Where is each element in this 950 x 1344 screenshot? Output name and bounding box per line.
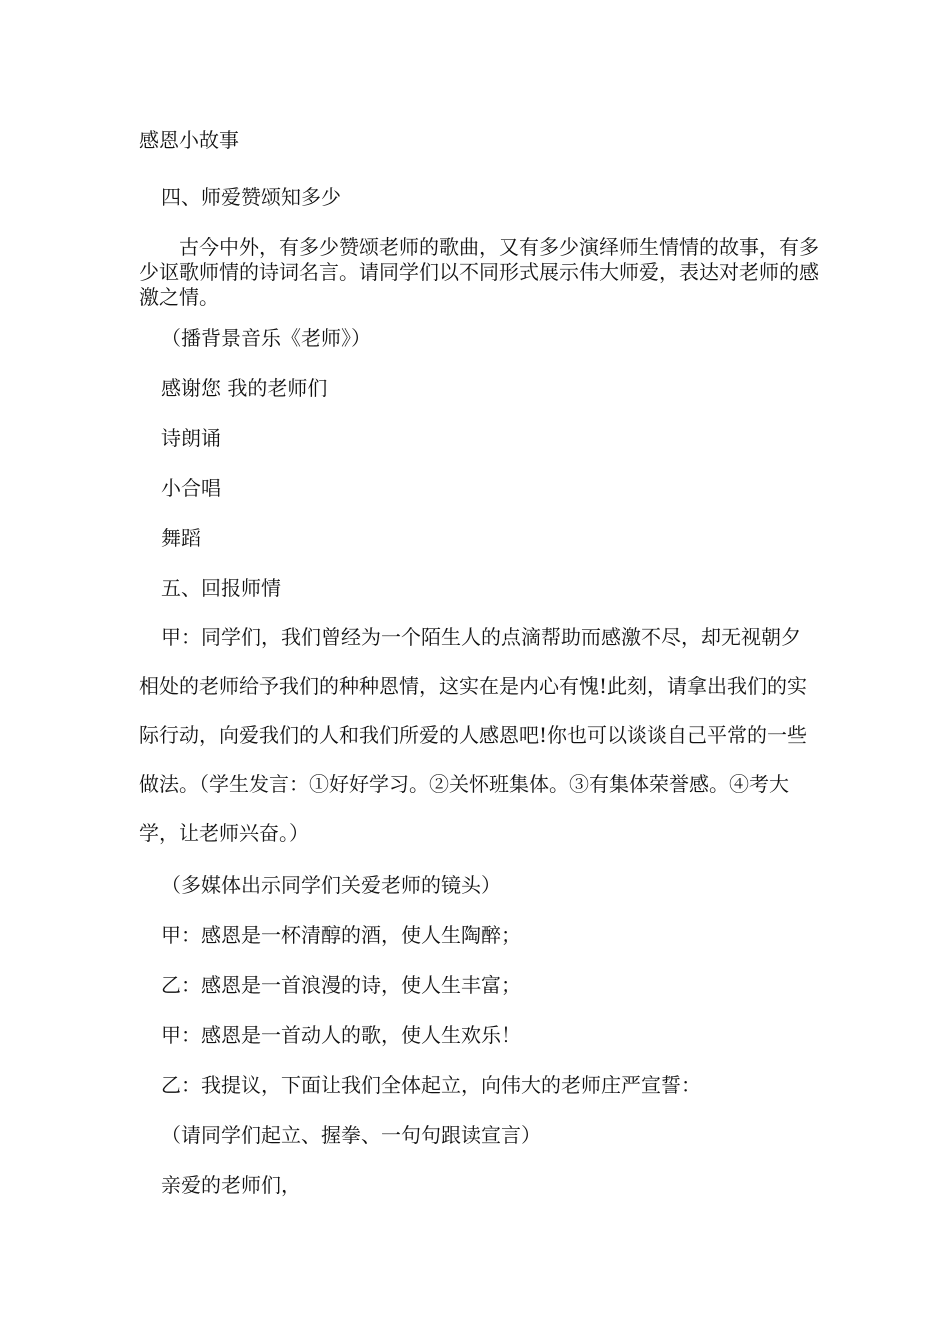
- dialogue-jia-1: 甲：感恩是一杯清醇的酒，使人生陶醉；: [161, 923, 521, 947]
- media-note: （多媒体出示同学们关爱老师的镜头）: [161, 873, 501, 897]
- reciprocation-paragraph: 甲：同学们，我们曾经为一个陌生人的点滴帮助而感激不尽，却无视朝夕相处的老师给予我们的种种恩情，这实在是内心有愧!此刻，请拿出我们的实际行动，向爱我们的人和我们所爱的人感恩吧!你也可以谈谈自己平常的一些做法。（学生发言：①好好学习。②关怀班集体。③有集体荣誉感。④考大学，让老师兴奋。）: [139, 625, 808, 845]
- dialogue-yi-2: 乙：我提议，下面让我们全体起立，向伟大的老师庄严宣誓：: [161, 1073, 701, 1097]
- intro-paragraph: 古今中外，有多少赞颂老师的歌曲，又有多少演绎师生情情的故事，有多少讴歌师情的诗词名言。请同学们以不同形式展示伟大师爱，表达对老师的感激之情。: [139, 235, 819, 309]
- poem-program-item: 诗朗诵: [161, 426, 221, 450]
- dialogue-jia-2: 甲：感恩是一首动人的歌，使人生欢乐！: [161, 1023, 521, 1047]
- music-note: （播背景音乐《老师》）: [161, 326, 371, 350]
- section-four-heading: 四、师爱赞颂知多少: [161, 185, 341, 209]
- dialogue-yi-1: 乙：感恩是一首浪漫的诗，使人生丰富；: [161, 973, 521, 997]
- dear-teachers-line: 亲爱的老师们，: [161, 1173, 301, 1197]
- section-five-heading: 五、回报师情: [161, 576, 281, 600]
- stand-note: （请同学们起立、握拳、一句句跟读宣言）: [161, 1123, 541, 1147]
- dance-program-item: 舞蹈: [161, 526, 201, 550]
- thanks-program-item: 感谢您 我的老师们: [161, 376, 328, 400]
- chorus-program-item: 小合唱: [161, 476, 221, 500]
- story-heading: 感恩小故事: [139, 128, 239, 152]
